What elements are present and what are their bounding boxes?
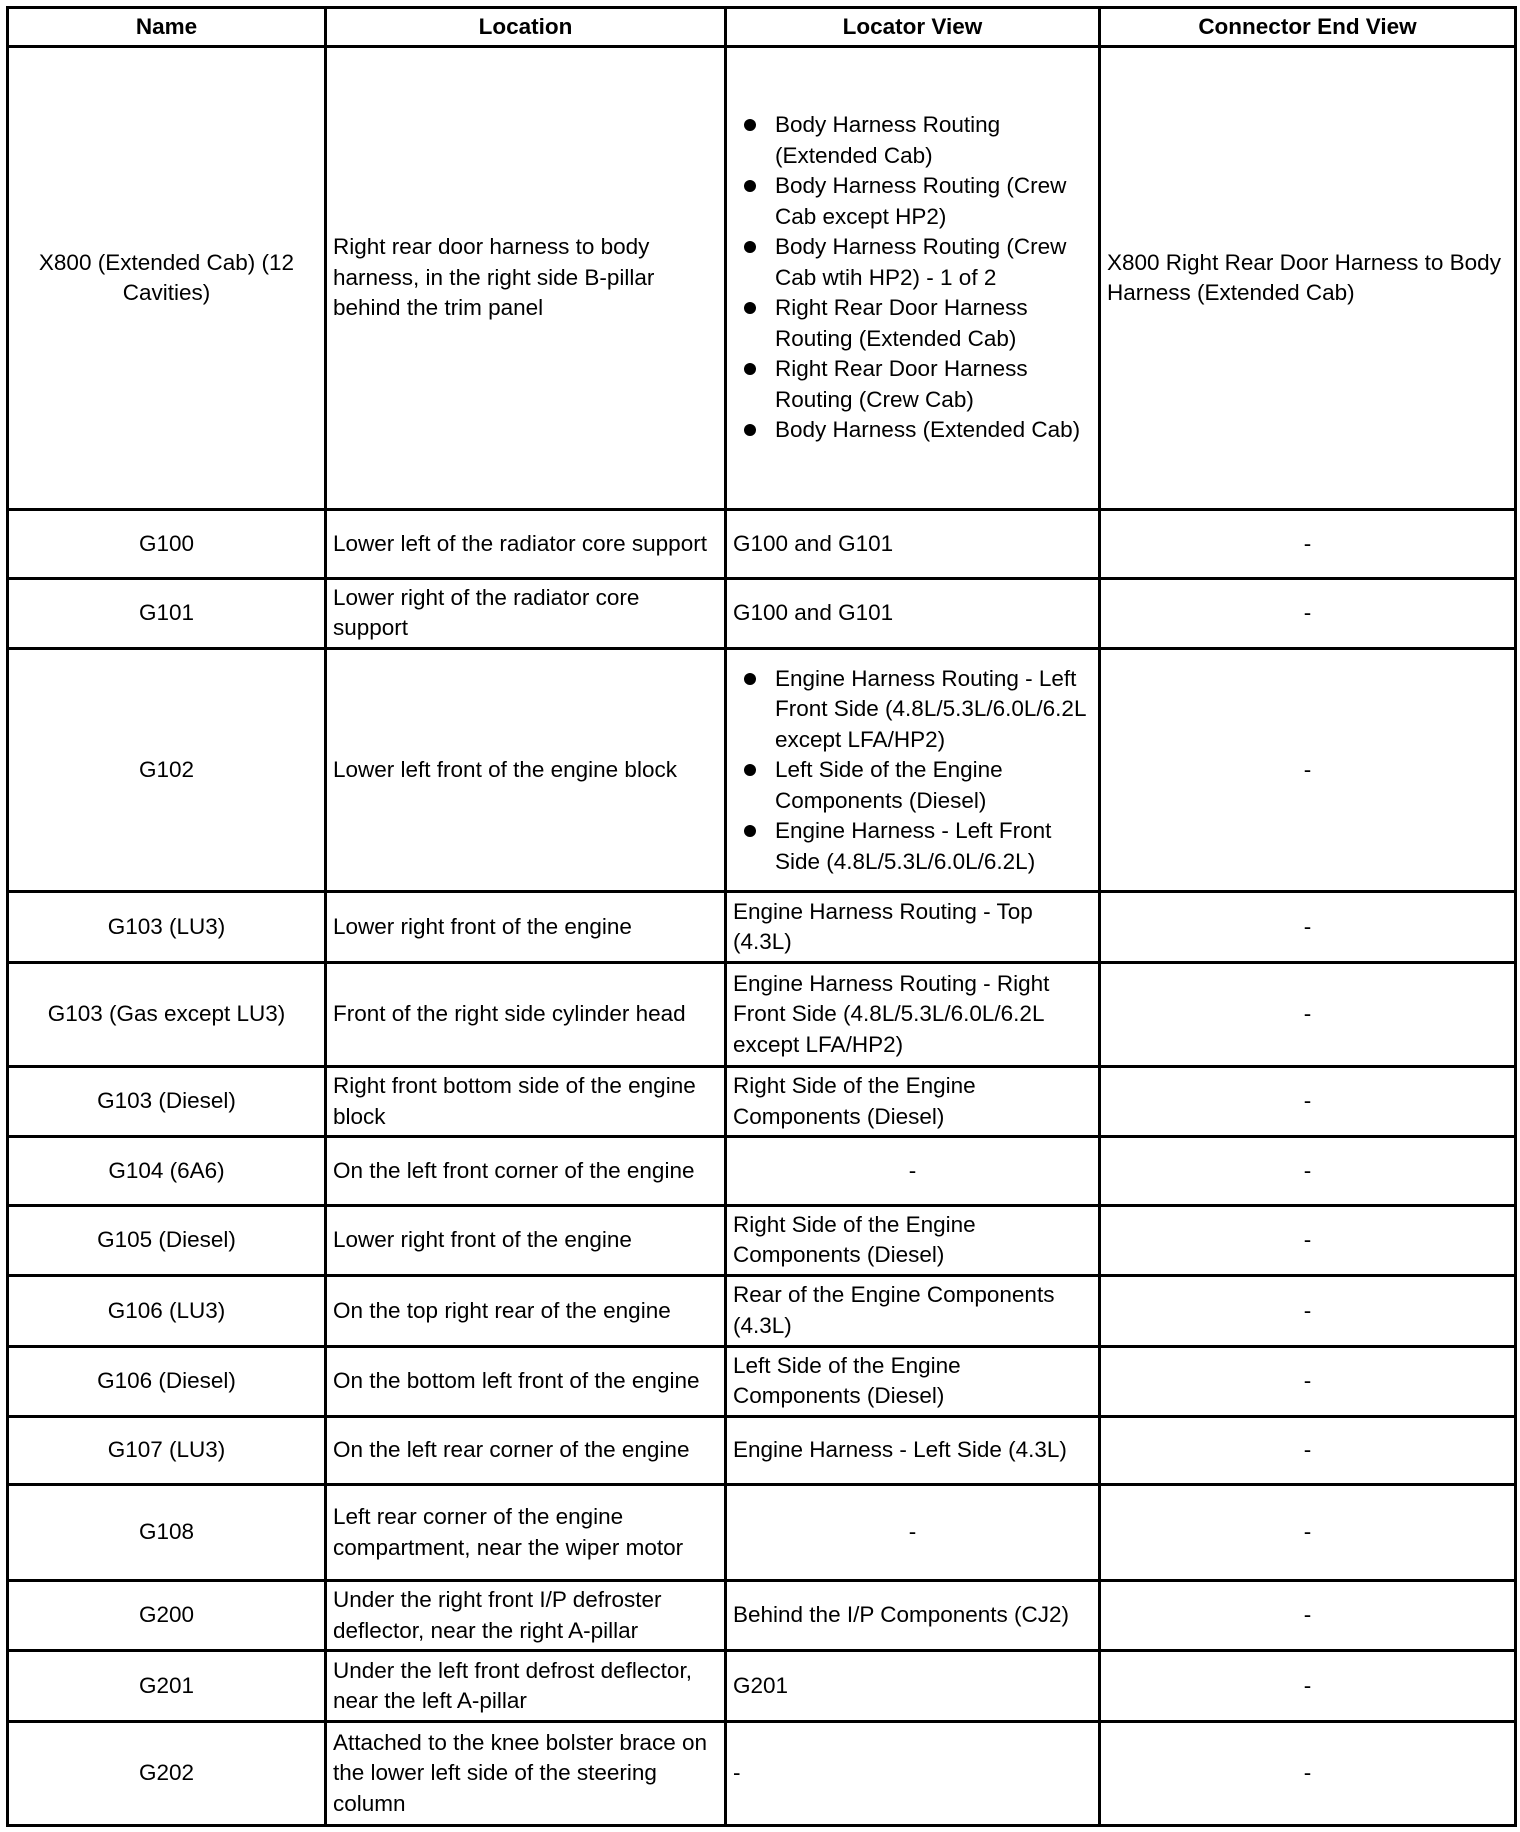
bullet-icon [744, 825, 756, 837]
component-locator-table [6, 6, 1517, 1827]
cell-connector-end-view: X800 Right Rear Door Harness to Body Harness (Extended Cab) [1100, 47, 1516, 510]
cell-location: Right rear door harness to body harness, in the right side B-pillar behind the trim panel [326, 47, 726, 510]
locator-view-item [775, 293, 1092, 354]
cell-location: Lower right front of the engine [326, 892, 726, 962]
cell-location: On the left front corner of the engine [326, 1137, 726, 1205]
cell-location: Lower right of the radiator core support [326, 578, 726, 648]
cell-locator-view: Right Side of the Engine Components (Diesel) [726, 1205, 1100, 1275]
locator-view-item [775, 816, 1092, 877]
cell-connector-end-view: - [1100, 1721, 1516, 1825]
table-row [8, 1137, 1516, 1205]
locator-view-item-text: Right Rear Door Harness Routing (Crew Cab) [775, 356, 1028, 412]
cell-name: G201 [8, 1651, 326, 1721]
locator-view-item [775, 354, 1092, 415]
table-row [8, 47, 1516, 510]
cell-location: Under the left front defrost deflector, near the left A-pillar [326, 1651, 726, 1721]
cell-connector-end-view: - [1100, 649, 1516, 892]
cell-location: On the left rear corner of the engine [326, 1416, 726, 1484]
cell-location: Lower right front of the engine [326, 1205, 726, 1275]
cell-locator-view: G100 and G101 [726, 510, 1100, 578]
locator-view-item-text: Left Side of the Engine Components (Diesel) [775, 757, 1003, 813]
cell-connector-end-view: - [1100, 1346, 1516, 1416]
table-row [8, 1066, 1516, 1136]
cell-name: G106 (Diesel) [8, 1346, 326, 1416]
cell-name: G108 [8, 1485, 326, 1581]
cell-locator-view: G100 and G101 [726, 578, 1100, 648]
cell-connector-end-view: - [1100, 892, 1516, 962]
locator-view-item [775, 415, 1092, 446]
cell-locator-view: - [726, 1721, 1100, 1825]
cell-name: G104 (6A6) [8, 1137, 326, 1205]
table-row [8, 892, 1516, 962]
cell-connector-end-view: - [1100, 1485, 1516, 1581]
cell-connector-end-view: - [1100, 1581, 1516, 1651]
header-name: Name [8, 8, 326, 47]
header-locator-view: Locator View [726, 8, 1100, 47]
cell-locator-view: Engine Harness - Left Side (4.3L) [726, 1416, 1100, 1484]
cell-location: Under the right front I/P defroster deflector, near the right A-pillar [326, 1581, 726, 1651]
locator-view-item-text: Body Harness Routing (Crew Cab wtih HP2) - 1 of 2 [775, 234, 1067, 290]
cell-name: G105 (Diesel) [8, 1205, 326, 1275]
cell-location: Left rear corner of the engine compartment, near the wiper motor [326, 1485, 726, 1581]
bullet-icon [744, 241, 756, 253]
cell-name: G102 [8, 649, 326, 892]
locator-view-item-text: Right Rear Door Harness Routing (Extended Cab) [775, 295, 1028, 351]
header-location: Location [326, 8, 726, 47]
locator-view-list [733, 110, 1092, 446]
bullet-icon [744, 363, 756, 375]
table-row [8, 1485, 1516, 1581]
locator-view-item-text: Body Harness (Extended Cab) [775, 417, 1081, 443]
cell-location: Attached to the knee bolster brace on the lower left side of the steering column [326, 1721, 726, 1825]
table-row [8, 1276, 1516, 1346]
cell-locator-view: Left Side of the Engine Components (Diesel) [726, 1346, 1100, 1416]
cell-location: On the top right rear of the engine [326, 1276, 726, 1346]
cell-connector-end-view: - [1100, 578, 1516, 648]
header-row [8, 8, 1516, 47]
cell-locator-view: G201 [726, 1651, 1100, 1721]
cell-connector-end-view: - [1100, 1137, 1516, 1205]
cell-connector-end-view: - [1100, 1066, 1516, 1136]
locator-view-item-text: Engine Harness Routing - Left Front Side (4.8L/5.3L/6.0L/6.2L except LFA/HP2) [775, 665, 1086, 752]
cell-name: G106 (LU3) [8, 1276, 326, 1346]
table-row [8, 1721, 1516, 1825]
cell-name: G202 [8, 1721, 326, 1825]
cell-name: G200 [8, 1581, 326, 1651]
cell-location: Lower left front of the engine block [326, 649, 726, 892]
cell-locator-view: Behind the I/P Components (CJ2) [726, 1581, 1100, 1651]
cell-locator-view: Engine Harness Routing - Right Front Side (4.8L/5.3L/6.0L/6.2L except LFA/HP2) [726, 962, 1100, 1066]
cell-location: Lower left of the radiator core support [326, 510, 726, 578]
cell-location: Front of the right side cylinder head [326, 962, 726, 1066]
cell-name: G101 [8, 578, 326, 648]
table-row [8, 1346, 1516, 1416]
cell-name: G107 (LU3) [8, 1416, 326, 1484]
bullet-icon [744, 119, 756, 131]
cell-name: G103 (Diesel) [8, 1066, 326, 1136]
cell-locator-view: Rear of the Engine Components (4.3L) [726, 1276, 1100, 1346]
cell-connector-end-view: - [1100, 510, 1516, 578]
cell-location: On the bottom left front of the engine [326, 1346, 726, 1416]
locator-view-item [775, 755, 1092, 816]
cell-name: G103 (LU3) [8, 892, 326, 962]
cell-name: G103 (Gas except LU3) [8, 962, 326, 1066]
locator-view-item-text: Body Harness Routing (Extended Cab) [775, 112, 1001, 168]
cell-locator-view: - [726, 1485, 1100, 1581]
cell-connector-end-view: - [1100, 1651, 1516, 1721]
locator-view-item [775, 232, 1092, 293]
bullet-icon [744, 764, 756, 776]
bullet-icon [744, 673, 756, 685]
table-header [8, 8, 1516, 47]
cell-connector-end-view: - [1100, 962, 1516, 1066]
cell-name: X800 (Extended Cab) (12 Cavities) [8, 47, 326, 510]
cell-locator-view [726, 47, 1100, 510]
locator-view-item [775, 110, 1092, 171]
table-row [8, 1416, 1516, 1484]
locator-view-item [775, 171, 1092, 232]
locator-view-item [775, 664, 1092, 756]
bullet-icon [744, 302, 756, 314]
locator-view-item-text: Body Harness Routing (Crew Cab except HP2) [775, 173, 1067, 229]
cell-locator-view: - [726, 1137, 1100, 1205]
table-row [8, 1651, 1516, 1721]
cell-locator-view [726, 649, 1100, 892]
cell-locator-view: Engine Harness Routing - Top (4.3L) [726, 892, 1100, 962]
cell-locator-view: Right Side of the Engine Components (Diesel) [726, 1066, 1100, 1136]
bullet-icon [744, 180, 756, 192]
table-body [8, 47, 1516, 1826]
table-row [8, 1581, 1516, 1651]
cell-name: G100 [8, 510, 326, 578]
cell-connector-end-view: - [1100, 1416, 1516, 1484]
header-connector-end-view: Connector End View [1100, 8, 1516, 47]
table-row [8, 510, 1516, 578]
table-row [8, 1205, 1516, 1275]
cell-location: Right front bottom side of the engine block [326, 1066, 726, 1136]
cell-connector-end-view: - [1100, 1205, 1516, 1275]
cell-connector-end-view: - [1100, 1276, 1516, 1346]
table-row [8, 649, 1516, 892]
bullet-icon [744, 424, 756, 436]
table-row [8, 578, 1516, 648]
table-row [8, 962, 1516, 1066]
locator-view-list [733, 664, 1092, 878]
locator-view-item-text: Engine Harness - Left Front Side (4.8L/5.3L/6.0L/6.2L) [775, 818, 1052, 874]
